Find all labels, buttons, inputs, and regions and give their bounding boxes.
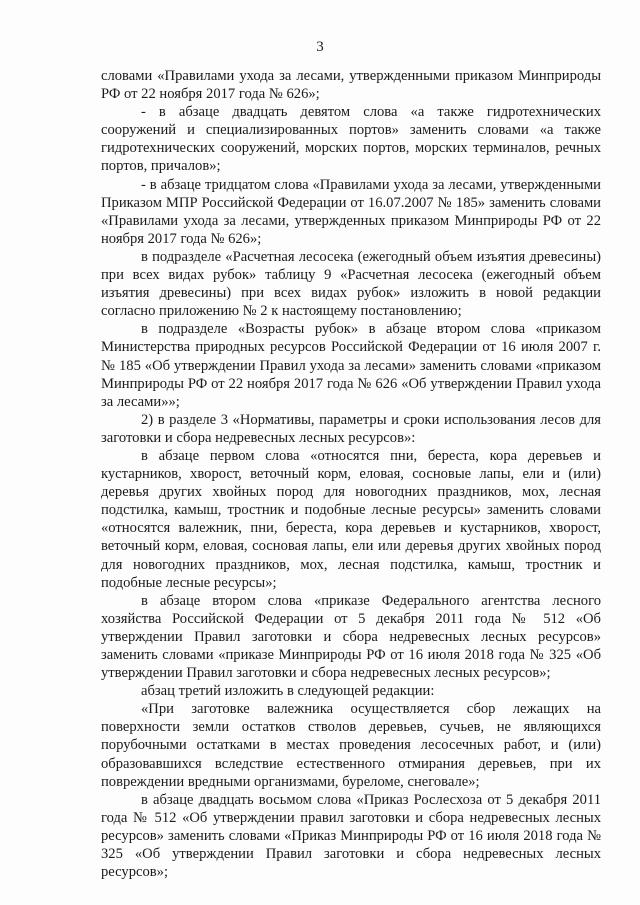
paragraph-4: в подразделе «Расчетная лесосека (ежегодный объем изъятия древесины) при всех видах рубок» таблицу 9 «Расчетная лесосека (ежегодный объем изъятия древесины) при всех видах рубок» изложить в новой редакции согласно приложению № 2 к настоящему постановлению; [101,248,601,320]
page-number: 3 [316,39,324,55]
document-body [101,67,601,881]
paragraph-8: в абзаце втором слова «приказе Федерального агентства лесного хозяйства Российской Федерации от 5 декабря 2011 года № 512 «Об утверждении Правил заготовки и сбора недревесных лесных ресурсов» заменить словами «приказе Минприроды РФ от 16 июля 2018 года № 325 «Об утверждении Правил заготовки и сбора недревесных лесных ресурсов»; [101,592,601,682]
paragraph-7: в абзаце первом слова «относятся пни, береста, кора деревьев и кустарников, хворост, веточный корм, еловая, сосновые лапы, ели и (или) деревья других хвойных пород для новогодних праздников, мох, лесная подстилка, камыш, тростник и подобные лесные ресурсы» заменить словами «относятся валежник, пни, береста, кора деревьев и кустарников, хворост, веточный корм, еловая, сосновая лапы, ели или деревья других хвойных пород для новогодних праздников, мох, лесная подстилка, камыш, тростник и подобные лесные ресурсы»; [101,447,601,591]
paragraph-11: в абзаце двадцать восьмом слова «Приказ Рослесхоза от 5 декабря 2011 года № 512 «Об утверждении правил заготовки и сбора недревесных лесных ресурсов» заменить словами «Приказ Минприроды РФ от 16 июля 2018 года № 325 «Об утверждении Правил заготовки и сбора недревесных лесных ресурсов»; [101,791,601,881]
paragraph-5: в подразделе «Возрасты рубок» в абзаце втором слова «приказом Министерства природных ресурсов Российской Федерации от 16 июля 2007 г. № 185 «Об утверждении Правил ухода за лесами» заменить словами «приказом Минприроды РФ от 22 ноября 2017 года № 626 «Об утверждении Правил ухода за лесами»»; [101,321,601,410]
paragraph-2: - в абзаце двадцать девятом слова «а также гидротехнических сооружений и специализированных портов» заменить словами «а также гидротехнических сооружений, морских портов, морских терминалов, речных портов, причалов»; [101,104,601,175]
paragraph-10: «При заготовке валежника осуществляется сбор лежащих на поверхности земли остатков стволов деревьев, сучьев, не являющихся порубочными остатками в местах проведения лесосечных работ, и (или) образовавшихся вследствие естественного отмирания деревьев, при их повреждении вредными организмами, буреломе, снеговале»; [101,701,601,790]
paragraph-3: - в абзаце тридцатом слова «Правилами ухода за лесами, утвержденными Приказом МПР Российской Федерации от 16.07.2007 № 185» заменить словами «Правилами ухода за лесами, утвержденных приказом Минприроды РФ от 22 ноября 2017 года № 626»; [101,176,601,247]
paragraph-1: словами «Правилами ухода за лесами, утвержденными приказом Минприроды РФ от 22 ноября 2017 года № 626»; [101,68,601,103]
paragraph-6: 2) в разделе 3 «Нормативы, параметры и сроки использования лесов для заготовки и сбора недревесных лесных ресурсов»: [101,411,601,446]
paragraph-9: абзац третий изложить в следующей редакции: [141,683,435,700]
